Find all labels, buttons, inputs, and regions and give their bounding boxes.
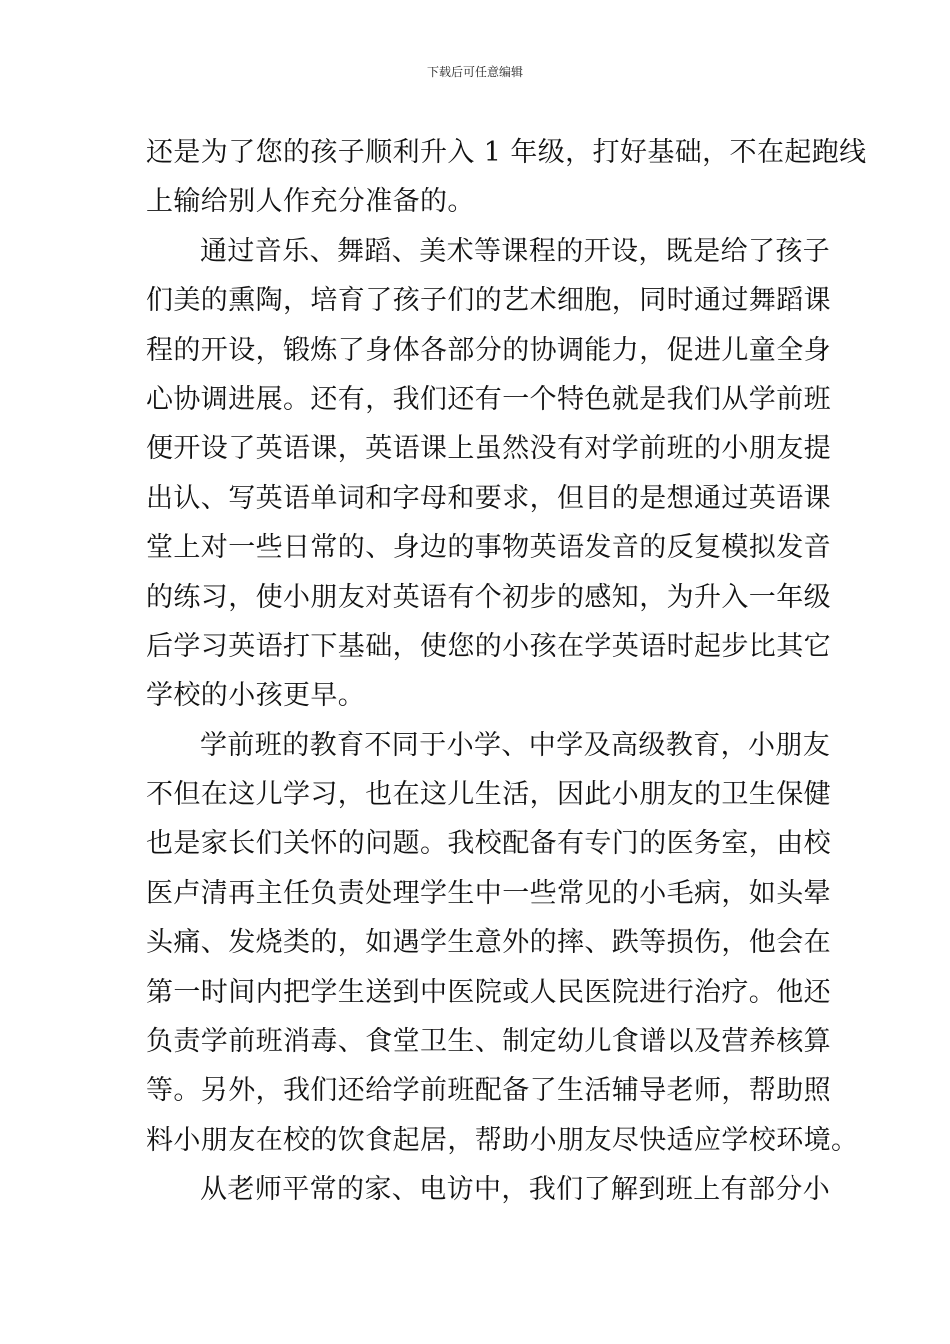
text-line: 的练习，使小朋友对英语有个初步的感知，为升入一年级 (146, 581, 831, 613)
text-line: 还是为了您的孩子顺利升入 1 年级，打好基础，不在起跑线 (146, 137, 867, 168)
text-line: 学前班的教育不同于小学、中学及高级教育，小朋友 (200, 729, 831, 761)
text-line: 上输给别人作充分准备的。 (146, 186, 475, 218)
text-line: 后学习英语打下基础，使您的小孩在学英语时起步比其它 (146, 630, 831, 662)
text-line: 心协调进展。还有，我们还有一个特色就是我们从学前班 (146, 383, 831, 415)
text-line: 从老师平常的家、电访中，我们了解到班上有部分小 (200, 1174, 831, 1206)
text-line: 出认、写英语单词和字母和要求，但目的是想通过英语课 (146, 482, 831, 514)
text-line: 程的开设，锻炼了身体各部分的协调能力，促进儿童全身 (146, 334, 831, 366)
text-line: 头痛、发烧类的，如遇学生意外的摔、跌等损伤，他会在 (146, 927, 831, 959)
text-line: 等。另外，我们还给学前班配备了生活辅导老师，帮助照 (146, 1075, 831, 1107)
text-line: 便开设了英语课，英语课上虽然没有对学前班的小朋友提 (146, 433, 831, 465)
text-line: 负责学前班消毒、食堂卫生、制定幼儿食谱以及营养核算 (146, 1026, 831, 1058)
text-line: 学校的小孩更早。 (146, 680, 366, 712)
text-line: 堂上对一些日常的、身边的事物英语发音的反复模拟发音 (146, 532, 831, 564)
text-line: 通过音乐、舞蹈、美术等课程的开设，既是给了孩子 (200, 235, 831, 267)
text-line: 不但在这儿学习，也在这儿生活，因此小朋友的卫生保健 (146, 779, 831, 811)
text-line: 料小朋友在校的饮食起居，帮助小朋友尽快适应学校环境。 (146, 1124, 859, 1156)
text-line: 也是家长们关怀的问题。我校配备有专门的医务室，由校 (146, 828, 831, 860)
document-body (146, 128, 867, 1215)
text-line: 医卢清再主任负责处理学生中一些常见的小毛病，如头晕 (146, 877, 831, 909)
text-line: 第一时间内把学生送到中医院或人民医院进行治疗。他还 (146, 976, 831, 1008)
page-header: 下载后可任意编辑 (426, 65, 523, 79)
text-line: 们美的熏陶，培育了孩子们的艺术细胞，同时通过舞蹈课 (146, 285, 831, 317)
